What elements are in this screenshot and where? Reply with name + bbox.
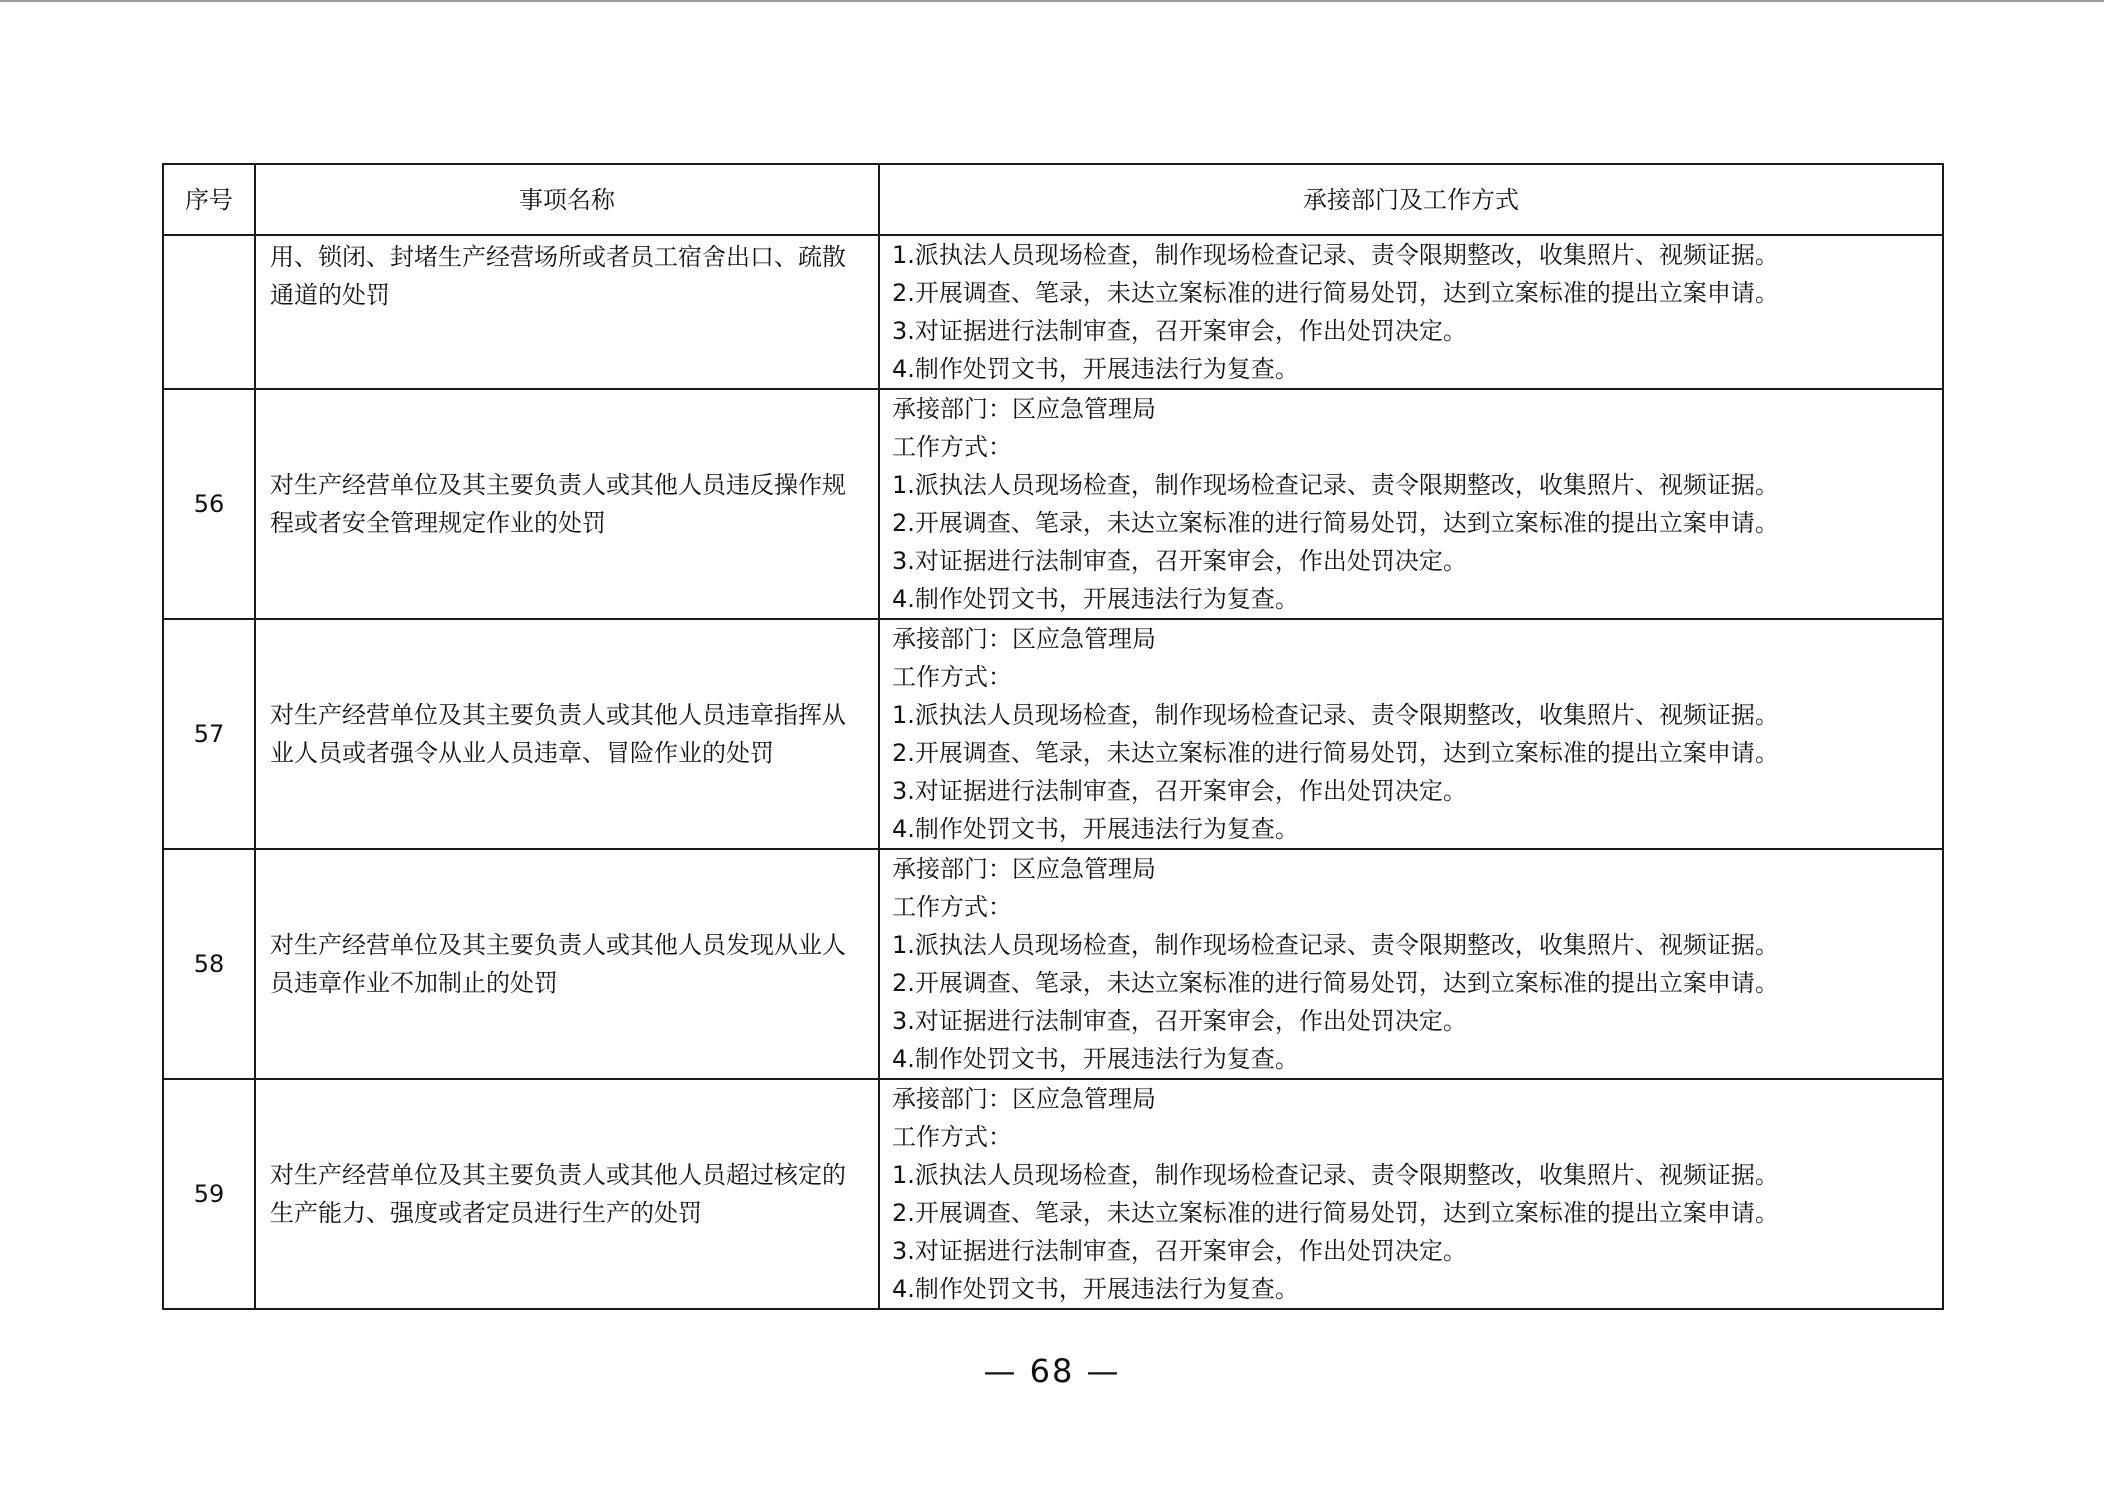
- method-step-3: 3.对证据进行法制审查，召开案审会，作出处罚决定。: [892, 1007, 1467, 1035]
- top-border-rule: [0, 0, 2104, 2]
- row-serial-number: 59: [163, 1079, 255, 1309]
- method-step-1: 1.派执法人员现场检查，制作现场检查记录、责令限期整改，收集照片、视频证据。: [892, 1161, 1779, 1189]
- table-row: [163, 1079, 1943, 1309]
- row-serial-number: 56: [163, 389, 255, 619]
- row-matter-name: 对生产经营单位及其主要负责人或其他人员发现从业人员违章作业不加制止的处罚: [255, 849, 879, 1079]
- matters-table: [162, 163, 1944, 1310]
- method-heading: 工作方式：: [892, 663, 1012, 691]
- row-department-method: [879, 1079, 1943, 1309]
- row-department-method: [879, 619, 1943, 849]
- method-step-3: 3.对证据进行法制审查，召开案审会，作出处罚决定。: [892, 1237, 1467, 1265]
- method-step-3: 3.对证据进行法制审查，召开案审会，作出处罚决定。: [892, 777, 1467, 805]
- method-step-4: 4.制作处罚文书，开展违法行为复查。: [892, 815, 1299, 843]
- row-department-method: [879, 235, 1943, 389]
- department-line: 承接部门：区应急管理局: [892, 625, 1156, 653]
- method-step-2: 2.开展调查、笔录，未达立案标准的进行简易处罚，达到立案标准的提出立案申请。: [892, 969, 1779, 997]
- method-step-4: 4.制作处罚文书，开展违法行为复查。: [892, 355, 1299, 383]
- method-step-4: 4.制作处罚文书，开展违法行为复查。: [892, 1275, 1299, 1303]
- table-row: [163, 849, 1943, 1079]
- method-heading: 工作方式：: [892, 433, 1012, 461]
- row-matter-name: 对生产经营单位及其主要负责人或其他人员违反操作规程或者安全管理规定作业的处罚: [255, 389, 879, 619]
- header-department-method: 承接部门及工作方式: [879, 164, 1943, 235]
- row-matter-name: 对生产经营单位及其主要负责人或其他人员超过核定的生产能力、强度或者定员进行生产的处罚: [255, 1079, 879, 1309]
- row-serial-number: 57: [163, 619, 255, 849]
- method-heading: 工作方式：: [892, 893, 1012, 921]
- header-serial-number: 序号: [163, 164, 255, 235]
- method-step-1: 1.派执法人员现场检查，制作现场检查记录、责令限期整改，收集照片、视频证据。: [892, 701, 1779, 729]
- row-department-method: [879, 389, 1943, 619]
- method-step-1: 1.派执法人员现场检查，制作现场检查记录、责令限期整改，收集照片、视频证据。: [892, 471, 1779, 499]
- row-serial-number: [163, 235, 255, 389]
- method-step-4: 4.制作处罚文书，开展违法行为复查。: [892, 1045, 1299, 1073]
- method-step-4: 4.制作处罚文书，开展违法行为复查。: [892, 585, 1299, 613]
- method-step-2: 2.开展调查、笔录，未达立案标准的进行简易处罚，达到立案标准的提出立案申请。: [892, 1199, 1779, 1227]
- method-step-1: 1.派执法人员现场检查，制作现场检查记录、责令限期整改，收集照片、视频证据。: [892, 931, 1779, 959]
- method-step-3: 3.对证据进行法制审查，召开案审会，作出处罚决定。: [892, 317, 1467, 345]
- header-matter-name: 事项名称: [255, 164, 879, 235]
- method-step-2: 2.开展调查、笔录，未达立案标准的进行简易处罚，达到立案标准的提出立案申请。: [892, 279, 1779, 307]
- row-matter-name: 对生产经营单位及其主要负责人或其他人员违章指挥从业人员或者强令从业人员违章、冒险作业的处罚: [255, 619, 879, 849]
- table-row: [163, 389, 1943, 619]
- method-step-2: 2.开展调查、笔录，未达立案标准的进行简易处罚，达到立案标准的提出立案申请。: [892, 739, 1779, 767]
- table-row: [163, 619, 1943, 849]
- row-matter-name: 用、锁闭、封堵生产经营场所或者员工宿舍出口、疏散通道的处罚: [255, 235, 879, 389]
- department-line: 承接部门：区应急管理局: [892, 1085, 1156, 1113]
- method-step-2: 2.开展调查、笔录，未达立案标准的进行简易处罚，达到立案标准的提出立案申请。: [892, 509, 1779, 537]
- table-row: [163, 235, 1943, 389]
- table-header-row: [163, 164, 1943, 235]
- method-heading: 工作方式：: [892, 1123, 1012, 1151]
- row-department-method: [879, 849, 1943, 1079]
- department-line: 承接部门：区应急管理局: [892, 855, 1156, 883]
- method-step-1: 1.派执法人员现场检查，制作现场检查记录、责令限期整改，收集照片、视频证据。: [892, 241, 1779, 269]
- department-line: 承接部门：区应急管理局: [892, 395, 1156, 423]
- row-serial-number: 58: [163, 849, 255, 1079]
- page-number: — 68 —: [983, 1352, 1121, 1390]
- method-step-3: 3.对证据进行法制审查，召开案审会，作出处罚决定。: [892, 547, 1467, 575]
